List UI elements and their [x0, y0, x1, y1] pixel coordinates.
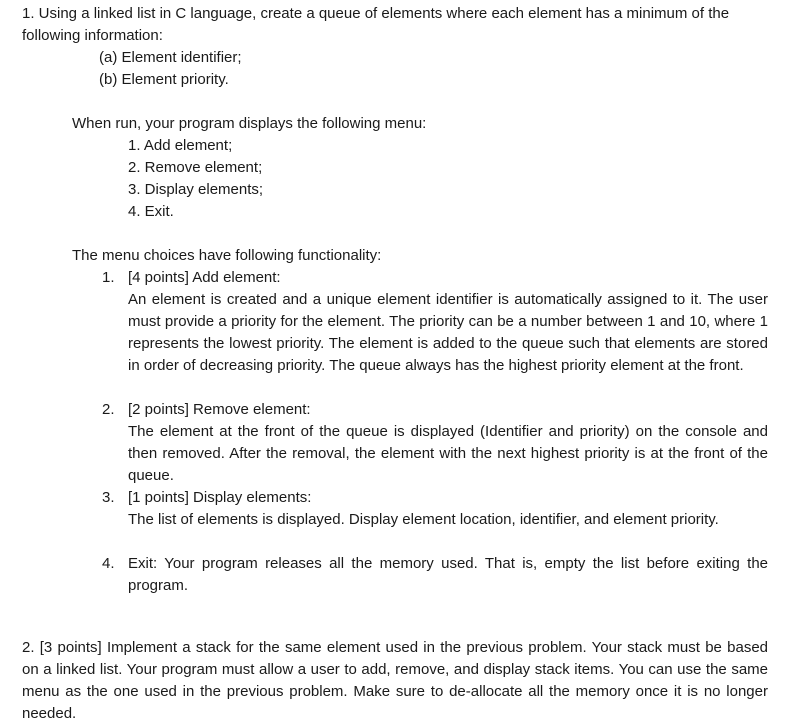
question-1-text: 1. Using a linked list in C language, create a queue of elements where each element has a minimum of the following information:: [22, 5, 730, 44]
item-3-body: The list of elements is displayed. Display element location, identifier, and element priority.: [128, 511, 719, 528]
item-4-text: Exit: Your program releases all the memory used. That is, empty the list before exiting the program.: [128, 555, 768, 594]
menu-item-add: 1. Add element;: [128, 137, 233, 154]
item-2-heading: [2 points] Remove element:: [128, 401, 311, 418]
field-identifier: (a) Element identifier;: [99, 49, 242, 66]
menu-item-exit: 4. Exit.: [128, 203, 174, 220]
field-priority: (b) Element priority.: [99, 71, 229, 88]
item-1-number: 1.: [102, 269, 115, 286]
menu-item-display: 3. Display elements;: [128, 181, 264, 198]
functionality-intro: The menu choices have following functionality:: [72, 247, 382, 264]
item-3-heading: [1 points] Display elements:: [128, 489, 312, 506]
item-1-heading: [4 points] Add element:: [128, 269, 281, 286]
item-4-number: 4.: [102, 555, 115, 572]
menu-intro: When run, your program displays the following menu:: [72, 115, 427, 132]
item-2-number: 2.: [102, 401, 115, 418]
item-2-body: The element at the front of the queue is displayed (Identifier and priority) on the console and then removed. After the removal, the element with the next highest priority is at the front of the queue.: [128, 423, 768, 484]
item-1-body: An element is created and a unique element identifier is automatically assigned to it. The user must provide a priority for the element. The priority can be a number between 1 and 10, where 1 represents the lowest priority. The element is added to the queue such that elements are stored in order of decreasing priority. The queue always has the highest priority element at the front.: [128, 291, 768, 374]
item-3-number: 3.: [102, 489, 115, 506]
menu-item-remove: 2. Remove element;: [128, 159, 263, 176]
question-2-text: 2. [3 points] Implement a stack for the same element used in the previous problem. Your stack must be based on a linked list. Your program must allow a user to add, remove, and display stack items. You can use the same menu as the one used in the previous problem. Make sure to de-allocate all the memory once it is no longer needed.: [22, 639, 768, 722]
